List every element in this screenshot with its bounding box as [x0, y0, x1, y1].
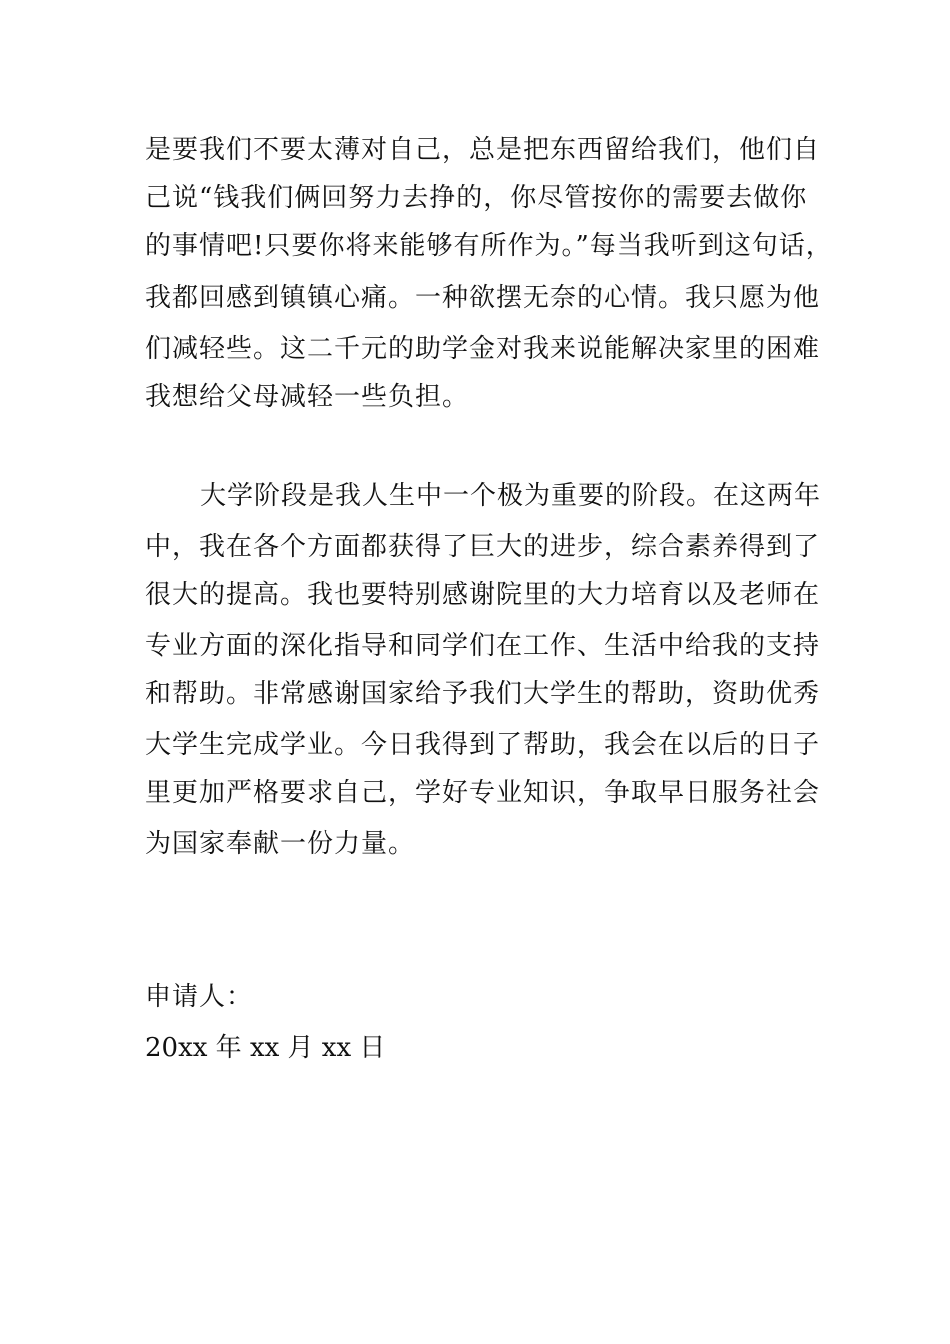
- paragraph-2-line-1: 大学阶段是我人生中一个极为重要的阶段。在这两年: [200, 481, 822, 511]
- paragraph-2-line-2: 中，我在各个方面都获得了巨大的进步，综合素养得到了: [145, 532, 821, 562]
- paragraph-1-line-4: 我都回感到镇镇心痛。一种欲摆无奈的心情。我只愿为他: [145, 283, 821, 313]
- date-line: 20xx 年 xx 月 xx 日: [145, 1033, 386, 1063]
- paragraph-2-line-4: 专业方面的深化指导和同学们在工作、生活中给我的支持: [145, 631, 821, 661]
- paragraph-2-line-7: 里更加严格要求自己，学好专业知识，争取早日服务社会: [145, 778, 821, 808]
- paragraph-1-line-2: 己说“钱我们俩回努力去挣的，你尽管按你的需要去做你: [145, 183, 808, 213]
- paragraph-2-line-5: 和帮助。非常感谢国家给予我们大学生的帮助，资助优秀: [145, 679, 821, 709]
- paragraph-1-line-3: 的事情吧!只要你将来能够有所作为。”每当我听到这句话，: [145, 231, 833, 261]
- paragraph-2-line-8: 为国家奉献一份力量。: [145, 829, 416, 859]
- applicant-label: 申请人：: [145, 982, 254, 1012]
- paragraph-2-line-6: 大学生完成学业。今日我得到了帮助，我会在以后的日子: [145, 730, 821, 760]
- paragraph-2-line-3: 很大的提高。我也要特别感谢院里的大力培育以及老师在: [145, 580, 821, 610]
- paragraph-1-line-1: 是要我们不要太薄对自己，总是把东西留给我们，他们自: [145, 135, 821, 165]
- paragraph-1-line-6: 我想给父母减轻一些负担。: [145, 382, 470, 412]
- paragraph-1-line-5: 们减轻些。这二千元的助学金对我来说能解决家里的困难: [145, 334, 821, 364]
